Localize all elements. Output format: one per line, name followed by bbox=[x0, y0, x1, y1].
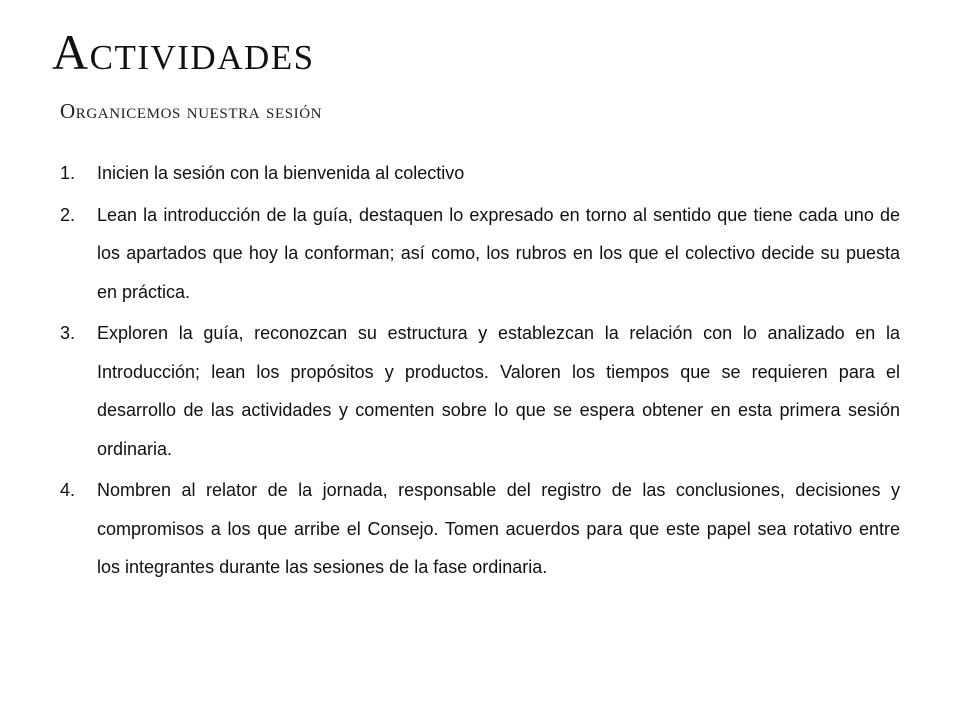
list-item bbox=[60, 314, 900, 468]
list-item-number: 1. bbox=[60, 163, 76, 183]
list-item bbox=[60, 471, 900, 587]
list-item bbox=[60, 154, 900, 193]
list-item-number: 2. bbox=[60, 204, 76, 225]
list-item-number: 3. bbox=[60, 323, 76, 343]
list-item bbox=[60, 196, 900, 312]
list-item-text: Nombren al relator de la jornada, responsable del registro de las conclusiones, decisiones y compromisos a los que arribe el Consejo. Tomen acuerdos para que este papel sea rotativo entre los integrantes durante las sesiones de la fase ordinaria. bbox=[97, 480, 900, 577]
list-item-number: 4. bbox=[60, 480, 76, 500]
activities-list bbox=[60, 154, 900, 590]
list-item-text: Exploren la guía, reconozcan su estructura y establezcan la relación con lo analizado en la Introducción; lean los propósitos y productos. Valoren los tiempos que se requieren para el desarrollo de las actividades y comenten sobre lo que se espera obtener en esta primera sesión ordinaria. bbox=[97, 323, 900, 459]
slide-subtitle: Organicemos nuestra sesión bbox=[60, 99, 323, 123]
list-item-text: Lean la introducción de la guía, destaquen lo expresado en torno al sentido que tiene cada uno de los apartados que hoy la conforman; así como, los rubros en los que el colectivo decide su puesta en práctica. bbox=[97, 204, 900, 302]
slide-title: Actividades bbox=[52, 24, 315, 80]
list-item-text: Inicien la sesión con la bienvenida al colectivo bbox=[97, 163, 465, 183]
